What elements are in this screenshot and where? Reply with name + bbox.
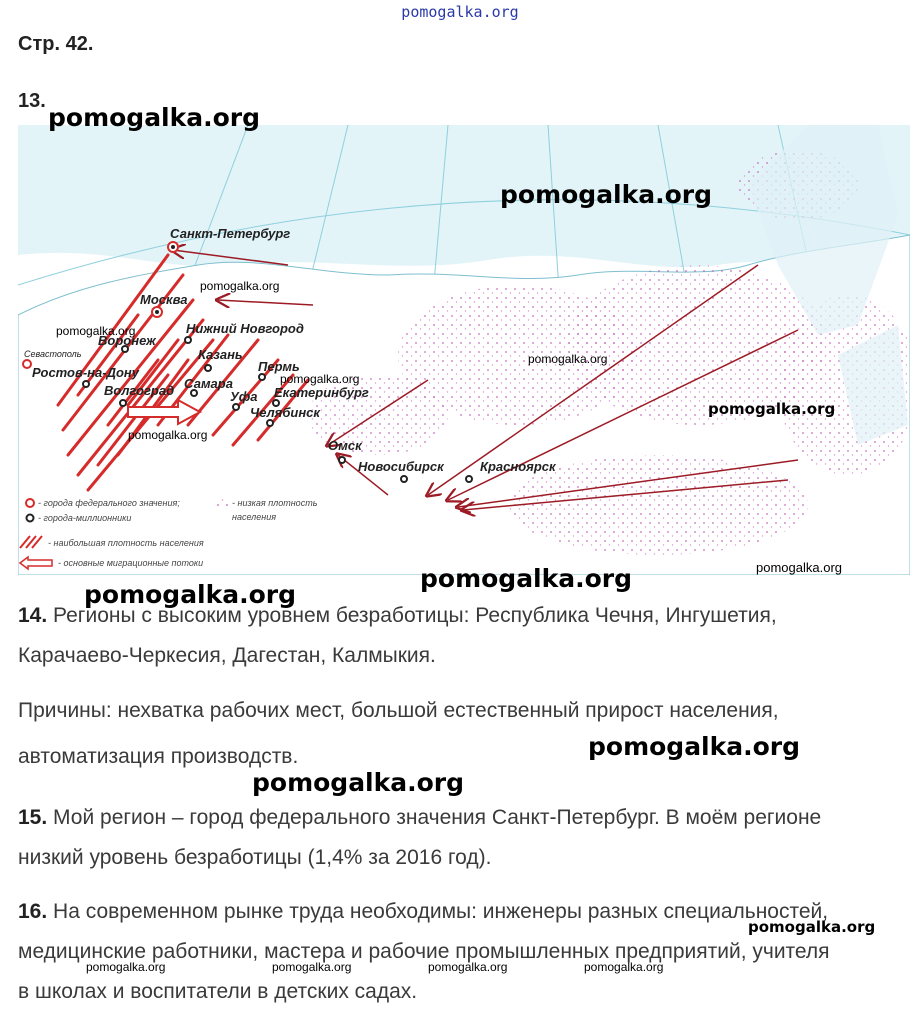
watermark: pomogalka.org <box>86 960 166 974</box>
task-14-line-2: Карачаево-Черкесия, Дагестан, Калмыкия. <box>18 644 436 667</box>
page-label: Стр. 42. <box>18 33 94 55</box>
legend-low-density-2: населения <box>232 512 277 522</box>
task-16-number: 16. <box>18 900 48 923</box>
watermark: pomogalka.org <box>280 372 360 386</box>
legend-high-density: - наибольшая плотность населения <box>48 538 204 548</box>
watermark: pomogalka.org <box>588 732 801 761</box>
legend-low-density-1: - низкая плотность <box>232 498 318 508</box>
watermark: pomogalka.org <box>252 768 465 797</box>
city-label-samara: Самара <box>184 376 233 391</box>
watermark: pomogalka.org <box>500 180 713 209</box>
watermark: pomogalka.org <box>84 580 297 609</box>
site-watermark-top: pomogalka.org <box>401 3 519 21</box>
legend-federal: - города федерального значения; <box>38 498 180 508</box>
city-label-perm: Пермь <box>258 359 300 374</box>
watermark: pomogalka.org <box>748 918 876 936</box>
task-15-line-2: низкий уровень безработицы (1,4% за 2016 год). <box>18 846 492 869</box>
watermark: pomogalka.org <box>420 564 633 593</box>
task-14-reasons-line-1: Причины: нехватка рабочих мест, большой естественный прирост населения, <box>18 699 779 722</box>
city-label-moscow: Москва <box>140 292 188 307</box>
city-label-spb: Санкт-Петербург <box>170 226 291 241</box>
legend-migration: - основные миграционные потоки <box>58 558 204 568</box>
legend-million: - города-миллионники <box>38 513 132 523</box>
watermark: pomogalka.org <box>272 960 352 974</box>
task-15-line-1: 15. Мой регион – город федерального значения Санкт-Петербург. В моём регионе <box>18 806 822 829</box>
city-label-novosibirsk: Новосибирск <box>358 459 444 474</box>
task-13-number: 13. <box>18 90 46 112</box>
watermark: pomogalka.org <box>56 324 136 338</box>
task-16-line-1: 16. На современном рынке труда необходимы: инженеры разных специальностей, <box>18 900 829 923</box>
watermark: pomogalka.org <box>708 400 836 418</box>
task-14-line-1: 14. Регионы с высоким уровнем безработицы: Республика Чечня, Ингушетия, <box>18 604 777 627</box>
task-14-reasons-line-2: автоматизация производств. <box>18 745 299 768</box>
city-label-krasnoyarsk: Красноярск <box>480 459 556 474</box>
city-label-nnovgorod: Нижний Новгород <box>186 321 304 336</box>
watermark: pomogalka.org <box>428 960 508 974</box>
watermark: pomogalka.org <box>528 352 608 366</box>
watermark: pomogalka.org <box>128 428 208 442</box>
task-16-line-3: в школах и воспитатели в детских садах. <box>18 980 418 1003</box>
task-14-number: 14. <box>18 604 48 627</box>
city-label-sevastopol: Севастополь <box>24 349 82 359</box>
city-label-kazan: Казань <box>198 347 243 362</box>
city-label-rostov: Ростов-на-Дону <box>32 365 140 380</box>
city-label-voronezh: Воронеж <box>98 333 156 348</box>
city-label-volgograd: Волгоград <box>104 383 175 398</box>
task-15-number: 15. <box>18 806 48 829</box>
watermark: pomogalka.org <box>200 279 280 293</box>
city-label-ekaterinburg: Екатеринбург <box>274 385 369 400</box>
watermark: pomogalka.org <box>756 560 842 575</box>
watermark: pomogalka.org <box>48 103 261 132</box>
watermark: pomogalka.org <box>584 960 664 974</box>
task-16-line-2: медицинские работники, мастера и рабочие промышленных предприятий, учителя <box>18 940 830 963</box>
population-map <box>18 125 910 575</box>
city-label-chelyabinsk: Челябинск <box>250 405 320 420</box>
city-label-omsk: Омск <box>328 438 362 453</box>
city-label-ufa: Уфа <box>230 389 258 404</box>
